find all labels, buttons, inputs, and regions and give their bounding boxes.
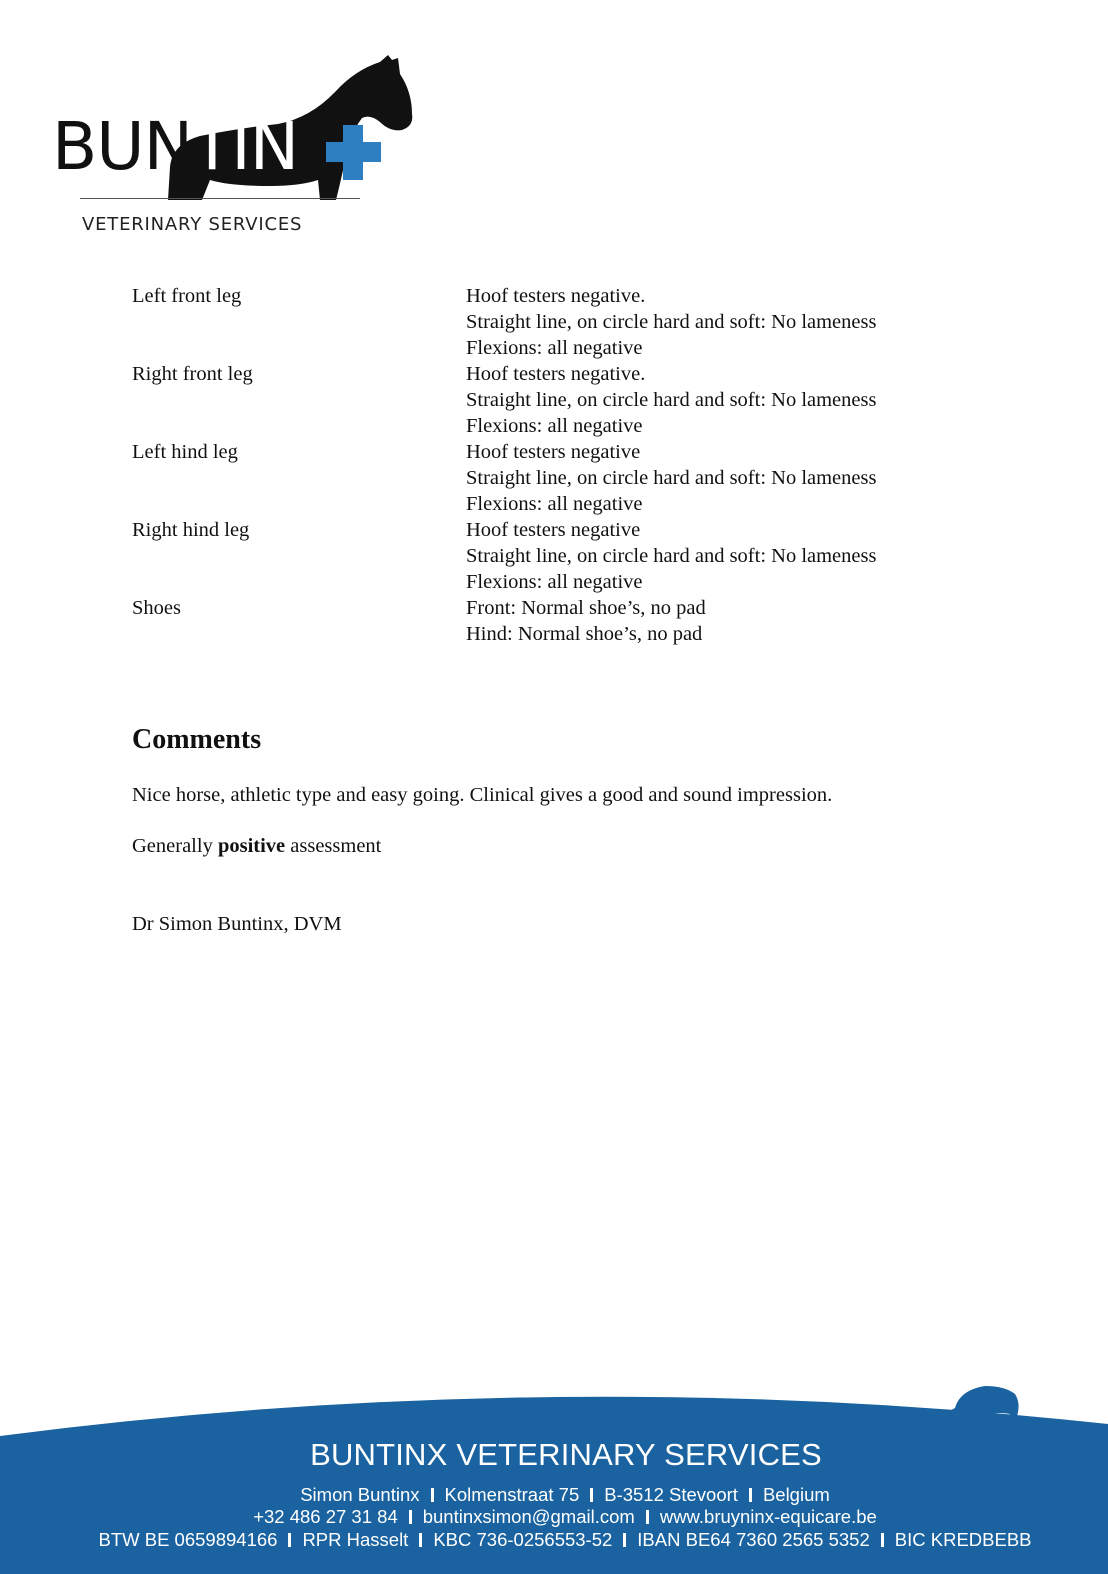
examination-table xyxy=(132,283,982,647)
exam-row-label: Left front leg xyxy=(132,285,242,307)
logo-divider xyxy=(80,198,360,199)
exam-finding-line: Straight line, on circle hard and soft: No lameness xyxy=(466,389,877,411)
exam-row xyxy=(132,517,982,595)
footer-item: Kolmenstraat 75 xyxy=(444,1484,580,1505)
footer-item: RPR Hasselt xyxy=(302,1529,409,1550)
footer-title: BUNTINX VETERINARY SERVICES xyxy=(310,1437,822,1472)
logo-wordmark xyxy=(52,108,299,185)
exam-row-findings xyxy=(466,517,876,595)
footer-item: +32 486 27 31 84 xyxy=(253,1506,398,1527)
exam-finding-line: Straight line, on circle hard and soft: No lameness xyxy=(466,545,877,567)
footer-item: BIC KREDBEBB xyxy=(894,1529,1032,1550)
exam-finding-line: Flexions: all negative xyxy=(466,337,643,359)
logo-word-part2: TIN xyxy=(191,108,299,185)
exam-finding-line: Hoof testers negative. xyxy=(466,285,646,307)
assessment-suffix: assessment xyxy=(285,835,382,857)
exam-finding-line: Flexions: all negative xyxy=(466,493,643,515)
exam-row-label: Left hind leg xyxy=(132,441,238,463)
footer-contact-line xyxy=(0,1506,1108,1528)
exam-row-label: Right front leg xyxy=(132,363,253,385)
footer-separator xyxy=(646,1510,649,1524)
comments-paragraph-2 xyxy=(132,835,381,858)
comments-heading: Comments xyxy=(132,724,262,755)
footer-item: IBAN BE64 7360 2565 5352 xyxy=(637,1529,870,1550)
exam-row-findings xyxy=(466,439,876,517)
comments-paragraph-1: Nice horse, athletic type and easy going. Clinical gives a good and sound impression. xyxy=(132,784,833,806)
assessment-verdict: positive xyxy=(217,835,286,857)
footer-separator xyxy=(590,1488,593,1502)
exam-finding-line: Straight line, on circle hard and soft: No lameness xyxy=(466,467,877,489)
exam-row-findings xyxy=(466,361,876,439)
footer-item: www.bruyninx-equicare.be xyxy=(659,1506,877,1527)
exam-row xyxy=(132,361,982,439)
exam-finding-line: Straight line, on circle hard and soft: No lameness xyxy=(466,311,877,333)
footer-separator xyxy=(749,1488,752,1502)
logo-word-part1: BUN xyxy=(52,108,192,185)
footer-item: Belgium xyxy=(762,1484,830,1505)
signature: Dr Simon Buntinx, DVM xyxy=(132,913,342,935)
exam-row xyxy=(132,439,982,517)
logo-subtitle: VETERINARY SERVICES xyxy=(82,214,303,235)
footer-item: KBC 736-0256553-52 xyxy=(433,1529,613,1550)
footer-separator xyxy=(881,1533,884,1547)
exam-row-findings xyxy=(466,283,876,361)
exam-row-findings xyxy=(466,595,706,647)
exam-row xyxy=(132,595,982,647)
exam-finding-line: Flexions: all negative xyxy=(466,571,643,593)
footer-banner xyxy=(0,1384,1108,1574)
exam-finding-line: Hoof testers negative. xyxy=(466,363,646,385)
company-logo xyxy=(50,52,420,242)
footer-item: Simon Buntinx xyxy=(300,1484,420,1505)
footer-item: B-3512 Stevoort xyxy=(604,1484,738,1505)
assessment-prefix: Generally xyxy=(132,835,218,857)
footer-separator xyxy=(419,1533,422,1547)
footer-separator xyxy=(431,1488,434,1502)
footer-legal-line xyxy=(0,1529,1108,1551)
exam-row xyxy=(132,283,982,361)
footer-item: buntinxsimon@gmail.com xyxy=(422,1506,635,1527)
footer-separator xyxy=(623,1533,626,1547)
exam-finding-line: Hoof testers negative xyxy=(466,441,641,463)
exam-finding-line: Front: Normal shoe’s, no pad xyxy=(466,597,706,619)
footer-separator xyxy=(409,1510,412,1524)
exam-finding-line: Hoof testers negative xyxy=(466,519,641,541)
footer-address-line xyxy=(0,1484,1108,1506)
exam-row-label: Shoes xyxy=(132,597,181,619)
exam-row-label: Right hind leg xyxy=(132,519,250,541)
footer-item: BTW BE 0659894166 xyxy=(98,1529,278,1550)
footer-separator xyxy=(288,1533,291,1547)
exam-finding-line: Hind: Normal shoe’s, no pad xyxy=(466,623,703,645)
exam-finding-line: Flexions: all negative xyxy=(466,415,643,437)
